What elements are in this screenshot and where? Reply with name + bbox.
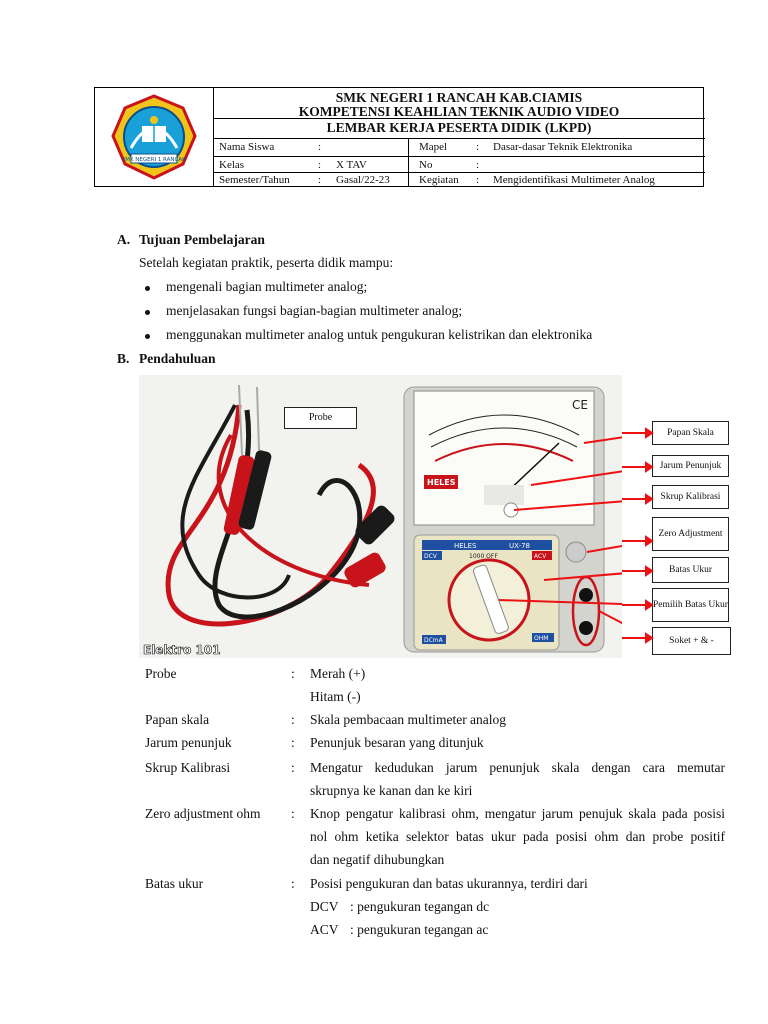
desc-probe-red: Merah (+) [310, 666, 366, 681]
sep: : [291, 712, 295, 727]
dial-ohm: OHM [534, 635, 549, 642]
dial-brand: HELES [454, 542, 477, 550]
desc-probe-black: Hitam (-) [310, 689, 361, 704]
label-nama-siswa: Nama Siswa [219, 141, 275, 153]
desc-jarum-penunjuk: Penunjuk besaran yang ditunjuk [310, 735, 484, 750]
school-logo-icon [95, 88, 213, 186]
term-batas-ukur: Batas ukur [145, 876, 204, 891]
sep: : [291, 806, 295, 821]
range-dcv-code: DCV [310, 899, 339, 914]
desc-batas-ukur: Posisi pengukuran dan batas ukurannya, terdiri dari [310, 876, 588, 891]
brand-plate: HELES [427, 478, 456, 487]
header-table [94, 87, 704, 187]
term-papan-skala: Papan skala [145, 712, 210, 727]
ce-mark: CE [572, 398, 588, 412]
callout-arrow-extensions [622, 375, 654, 665]
term-skrup-kalibrasi: Skrup Kalibrasi [145, 760, 231, 775]
callout-batas-ukur: Batas Ukur [652, 557, 729, 583]
dial-dcv: DCV [424, 553, 437, 560]
sheet-title: LEMBAR KERJA PESERTA DIDIK (LKPD) [326, 120, 592, 135]
label-mapel: Mapel [419, 141, 448, 153]
sep: : [476, 141, 480, 153]
callout-soket: Soket + & - [652, 627, 731, 655]
section-a-title: Tujuan Pembelajaran [139, 232, 265, 247]
label-no: No [419, 159, 433, 171]
desc-papan-skala: Skala pembacaan multimeter analog [310, 712, 507, 727]
label-kegiatan: Kegiatan [419, 174, 459, 186]
dial-off: 1000 OFF [469, 553, 498, 560]
callout-papan-skala: Papan Skala [652, 421, 729, 445]
desc-skrup-kalibrasi-2: skrupnya ke kanan dan ke kiri [310, 783, 473, 798]
sep: : [291, 760, 295, 775]
sep: : [318, 141, 322, 153]
desc-zero-adjustment-3: dan negatif dihubungkan [310, 852, 445, 867]
bullet-dot [145, 286, 150, 291]
callout-skrup-kalibrasi: Skrup Kalibrasi [652, 485, 729, 509]
label-semester: Semester/Tahun [219, 174, 290, 186]
value-kelas: X TAV [336, 159, 367, 171]
section-a-intro: Setelah kegiatan praktik, peserta didik mampu: [139, 255, 394, 270]
goal-item-1: mengenali bagian multimeter analog; [166, 279, 368, 294]
dial-model: UX-78 [509, 542, 531, 550]
value-mapel: Dasar-dasar Teknik Elektronika [493, 141, 633, 153]
sep: : [291, 735, 295, 750]
sep: : [476, 159, 480, 171]
sep: : [291, 876, 295, 891]
term-probe: Probe [145, 666, 177, 681]
sep: : [476, 174, 480, 186]
watermark: Elektro 101 [143, 643, 221, 657]
section-b-title: Pendahuluan [139, 351, 216, 366]
section-a-marker: A. [117, 232, 131, 247]
school-name: SMK NEGERI 1 RANCAH KAB.CIAMIS [335, 90, 583, 105]
program-name: KOMPETENSI KEAHLIAN TEKNIK AUDIO VIDEO [298, 104, 620, 119]
sep: : [291, 666, 295, 681]
value-semester: Gasal/22-23 [336, 174, 390, 186]
logo-cell [95, 88, 214, 186]
goal-item-2: menjelasakan fungsi bagian-bagian multimeter analog; [166, 303, 463, 318]
bullet-dot [145, 310, 150, 315]
desc-skrup-kalibrasi-1: Mengatur kedudukan jarum penunjuk skala dengan cara memutar [310, 760, 725, 775]
term-jarum-penunjuk: Jarum penunjuk [145, 735, 232, 750]
goal-item-3: menggunakan multimeter analog untuk pengukuran kelistrikan dan elektronika [166, 327, 593, 342]
callout-zero-adjustment: Zero Adjustment [652, 517, 729, 551]
dial-acv: ACV [534, 553, 547, 560]
section-b-marker: B. [117, 351, 130, 366]
range-dcv-desc: : pengukuran tegangan dc [350, 899, 490, 914]
callout-jarum-penunjuk: Jarum Penunjuk [652, 455, 729, 477]
meter-body [404, 387, 604, 652]
callout-probe: Probe [284, 407, 357, 429]
label-kelas: Kelas [219, 159, 245, 171]
multimeter-photo [139, 375, 622, 658]
value-kegiatan: Mengidentifikasi Multimeter Analog [493, 174, 655, 186]
range-acv-desc: : pengukuran tegangan ac [350, 922, 489, 937]
term-zero-adjustment: Zero adjustment ohm [145, 806, 261, 821]
desc-zero-adjustment-2: nol ohm ketika selektor batas ukur pada posisi ohm dan probe positif [310, 829, 725, 844]
desc-zero-adjustment-1: Knop pengatur kalibrasi ohm, mengatur jarum penujuk skala pada posisi [310, 806, 725, 821]
dial-dcma: DCmA [424, 637, 443, 644]
callout-pemilih-batas-ukur: Pemilih Batas Ukur [652, 588, 729, 622]
logo-text: SMK NEGERI 1 RANCAH [121, 157, 187, 163]
multimeter-illustration [139, 375, 622, 658]
range-acv-code: ACV [310, 922, 339, 937]
bullet-dot [145, 334, 150, 339]
sep: : [318, 174, 322, 186]
sep: : [318, 159, 322, 171]
